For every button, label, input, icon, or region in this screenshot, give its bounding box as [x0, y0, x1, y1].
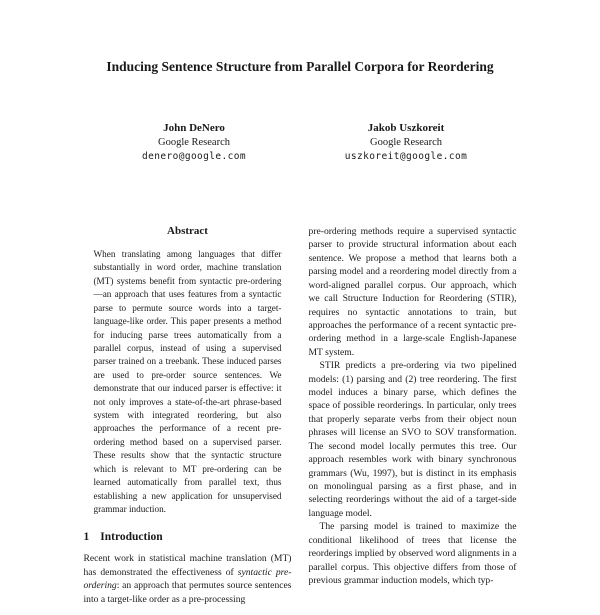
two-column-body	[0, 225, 600, 615]
author-email: denero@google.com	[141, 151, 247, 162]
author-affiliation: Google Research	[369, 137, 442, 148]
abstract-text: When translating among languages that differ substantially in word order, machine translation (MT) systems benefit from syntactic pre-ordering—an approach that uses features from a syntactic parse to permute source words into a target-language-like order. This paper presents a method for inducing parse trees automatically from a parallel corpus, instead of using a supervised parser trained on a treebank. These induced parses are used to pre-order source sentences. We demonstrate that our induced parser is effective: it not only improves a state-of-the-art phrase-based system with integrated reordering, but also approaches the performance of a recent pre-ordering method based on a supervised parser. These results show that the syntactic structure which is relevant to MT pre-ordering can be learned automatically from parallel text, thus establishing a new application for unsupervised grammar induction.	[93, 249, 282, 515]
author-block-denero	[88, 121, 300, 163]
paper-title: Inducing Sentence Structure from Parallel Corpora for Reordering	[106, 59, 494, 74]
intro-italic-term: syntactic pre-ordering	[83, 566, 292, 592]
author-affiliation: Google Research	[157, 137, 230, 148]
author-name: John DeNero	[163, 122, 225, 134]
body-paragraph: pre-ordering methods require a supervised syntactic parser to provide structural information about each sentence. We propose a method that learns both a parsing model and a reordering model directly from a word-aligned parallel corpus. Our approach, which we call Structure Induction for Reordering (STIR), requires no syntactic annotations to train, but approaches the performance of a recent syntactic pre-ordering method in a large-scale English-Japanese MT system.	[308, 226, 517, 358]
body-paragraph: STIR predicts a pre-ordering via two pipelined models: (1) parsing and (2) tree reordering. The first model induces a binary parse, which defines the space of possible reorderings. In particular, only trees that properly separate verbs from their object noun phrases will license an SVO to SOV transformation. The second model locally permutes this tree. Our approach resembles work with binary synchronous grammars (Wu, 1997), but is distinct in its emphasis on monolingual parsing as a first phase, and in selecting reorderings without the aid of a target-side language model.	[308, 360, 517, 519]
author-row	[0, 121, 600, 163]
body-paragraph: The parsing model is trained to maximize the conditional likelihood of trees that license the reorderings implied by observed word alignments in a parallel corpus. This objective differs from those of previous grammar induction models, which typ-	[308, 521, 517, 586]
author-email: uszkoreit@google.com	[344, 151, 468, 162]
intro-text-segment: Recent work in statistical machine translation (MT) has demonstrated the effectiveness of	[83, 553, 292, 578]
author-name: Jakob Uszkoreit	[367, 122, 445, 134]
intro-text-segment: : an approach that permutes source sentences into a target-like order as a pre-processing	[83, 580, 292, 605]
left-column	[84, 225, 292, 615]
section-title: Introduction	[100, 531, 163, 544]
right-column	[309, 225, 517, 615]
author-block-uszkoreit	[300, 121, 512, 163]
intro-paragraph	[84, 552, 292, 606]
section-heading-introduction	[84, 531, 292, 543]
abstract-heading: Abstract	[167, 225, 208, 237]
section-number: 1	[83, 531, 90, 544]
